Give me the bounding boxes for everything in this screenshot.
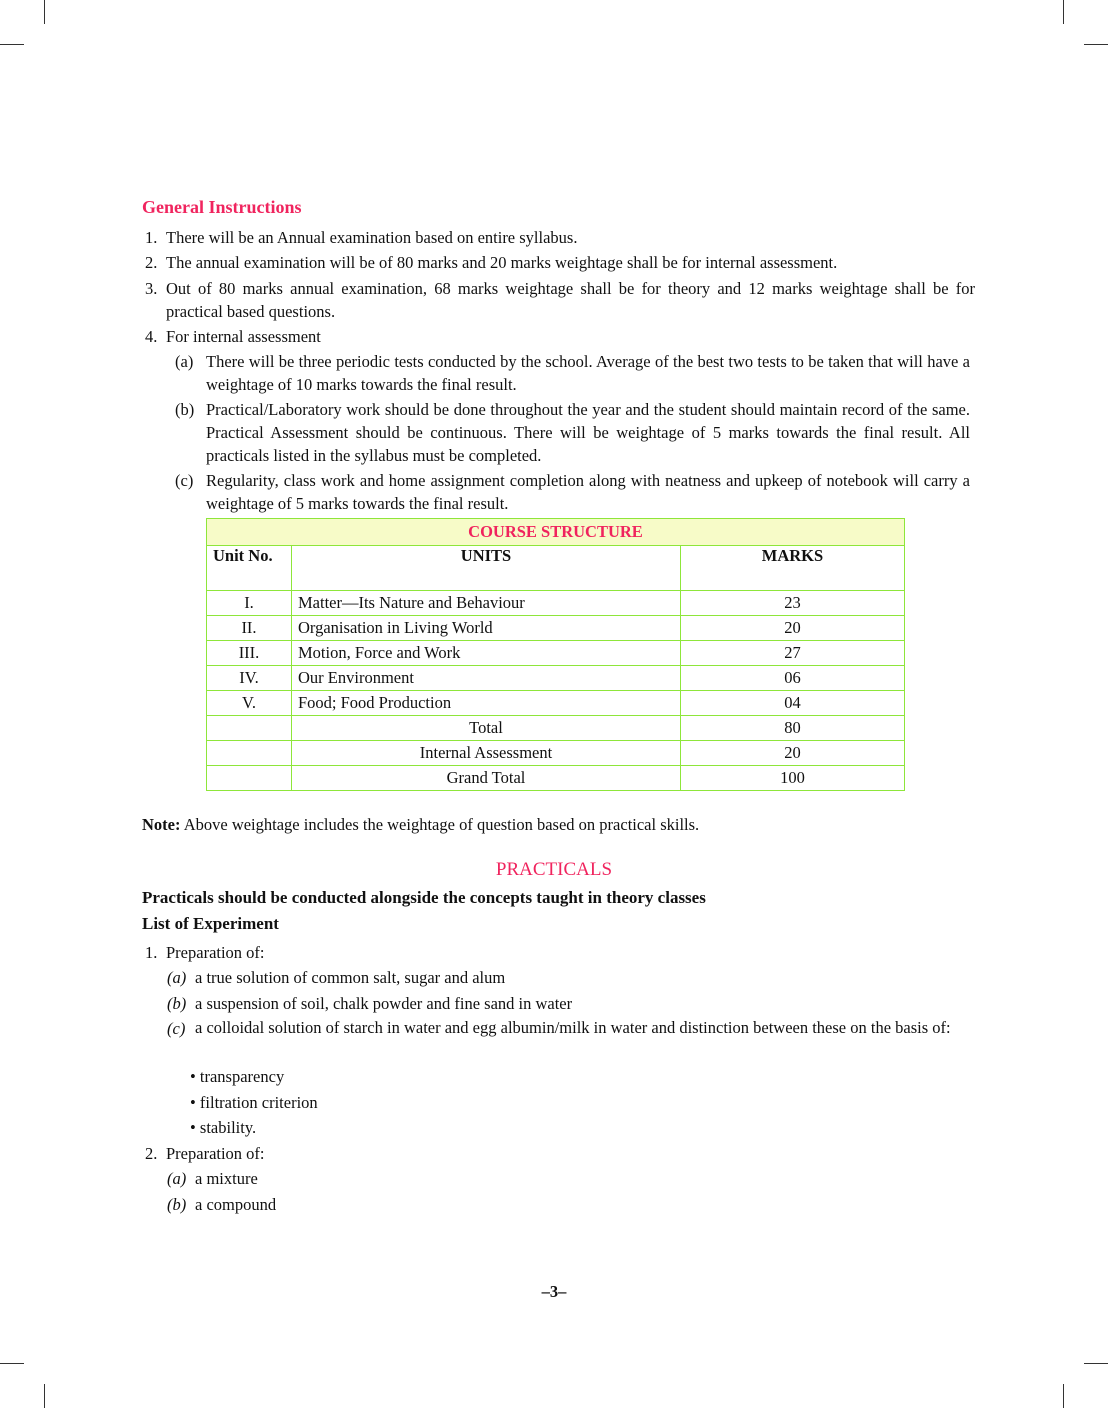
experiment-sub: a mixture [195,1169,258,1188]
crop-mark [44,1384,45,1408]
unit-marks: 06 [681,666,905,691]
crop-mark [1084,44,1108,45]
experiment-sub: a suspension of soil, chalk powder and fine sand in water [195,994,573,1013]
note-label: Note: [142,815,181,834]
total-row [207,766,905,791]
total-row [207,716,905,741]
unit-no: V. [207,691,292,716]
unit-no: III. [207,641,292,666]
course-structure-table [206,518,905,791]
sub-item [175,398,970,467]
crop-mark [1063,1384,1064,1408]
unit-name: Motion, Force and Work [292,641,681,666]
bullet-text: transparency [199,1067,285,1086]
bullet-item [190,1090,318,1115]
bullet-text: stability. [199,1118,257,1137]
bullet-icon: • [190,1093,200,1112]
unit-no: II. [207,616,292,641]
item-text: The annual examination will be of 80 marks and 20 marks weightage shall be for internal assessment. [166,253,838,272]
table-row [207,666,905,691]
sub-label: (b) [167,994,187,1013]
sub-item [175,350,970,396]
total-label: Total [292,716,681,741]
sub-label: (b) [167,1195,187,1214]
bullet-item [190,1115,256,1140]
table-row [207,591,905,616]
bullet-icon: • [190,1118,200,1137]
item-number: 1. [145,228,158,247]
unit-name: Food; Food Production [292,691,681,716]
note-text: Above weightage includes the weightage of question based on practical skills. [183,815,700,834]
sub-item-label: (a) [175,352,194,371]
table-row [207,616,905,641]
table-row [207,691,905,716]
practicals-subheading: Practicals should be conducted alongside the concepts taught in theory classes [142,888,706,907]
item-text: There will be an Annual examination based on entire syllabus. [166,228,578,247]
unit-name: Organisation in Living World [292,616,681,641]
unit-marks: 23 [681,591,905,616]
crop-mark [1063,0,1064,24]
sub-item-text: Practical/Laboratory work should be done throughout the year and the student should maintain record of the same. Practical Assessment should be continuous. There will be weightage of 5 marks towards the final result. All practicals listed in the syllabus must be completed. [206,400,970,465]
experiment-sub: a compound [195,1195,277,1214]
sub-label: (c) [167,1019,186,1038]
sub-item [175,469,970,515]
page-number: –3– [541,1282,567,1301]
sub-item-label: (b) [175,400,195,419]
table-caption: COURSE STRUCTURE [207,519,905,546]
header-unit-no: Unit No. [207,546,292,591]
list-title: List of Experiment [142,914,279,933]
sub-label: (a) [167,1169,187,1188]
sub-item-text: There will be three periodic tests conducted by the school. Average of the best two tests to be taken that will have a weightage of 10 marks towards the final result. [206,352,970,394]
experiment-title: Preparation of: [166,1144,265,1163]
list-item [145,325,975,348]
unit-marks: 04 [681,691,905,716]
bullet-icon: • [190,1067,200,1086]
item-number: 4. [145,327,158,346]
unit-name: Our Environment [292,666,681,691]
experiment-title: Preparation of: [166,943,265,962]
practicals-heading: PRACTICALS [495,859,613,880]
crop-mark [1084,1363,1108,1364]
experiment-sub: a colloidal solution of starch in water and egg albumin/milk in water and distinction between these on the basis of: [195,1018,951,1037]
experiment-number: 1. [145,943,158,962]
total-value: 20 [681,741,905,766]
item-number: 2. [145,253,158,272]
unit-name: Matter—Its Nature and Behaviour [292,591,681,616]
general-instructions-heading: General Instructions [142,197,302,217]
list-item [145,226,975,249]
item-text: For internal assessment [166,327,321,346]
total-value: 100 [681,766,905,791]
list-item [145,277,975,323]
total-row [207,741,905,766]
item-number: 3. [145,279,158,298]
note [142,815,699,835]
sub-label: (a) [167,968,187,987]
experiment-sub: a true solution of common salt, sugar and alum [195,968,506,987]
experiment-number: 2. [145,1144,158,1163]
table-row [207,641,905,666]
crop-mark [0,1363,24,1364]
bullet-item [190,1064,284,1089]
unit-marks: 20 [681,616,905,641]
list-item [145,251,975,274]
total-label: Grand Total [292,766,681,791]
unit-marks: 27 [681,641,905,666]
sub-item-text: Regularity, class work and home assignment completion along with neatness and upkeep of notebook will carry a weightage of 5 marks towards the final result. [206,471,970,513]
crop-mark [0,44,24,45]
sub-item-label: (c) [175,471,194,490]
header-marks: MARKS [681,546,905,591]
unit-no: I. [207,591,292,616]
header-units: UNITS [292,546,681,591]
total-label: Internal Assessment [292,741,681,766]
total-value: 80 [681,716,905,741]
bullet-text: filtration criterion [199,1093,318,1112]
crop-mark [44,0,45,24]
unit-no: IV. [207,666,292,691]
item-text: Out of 80 marks annual examination, 68 marks weightage shall be for theory and 12 marks weightage shall be for practical based questions. [166,279,975,321]
